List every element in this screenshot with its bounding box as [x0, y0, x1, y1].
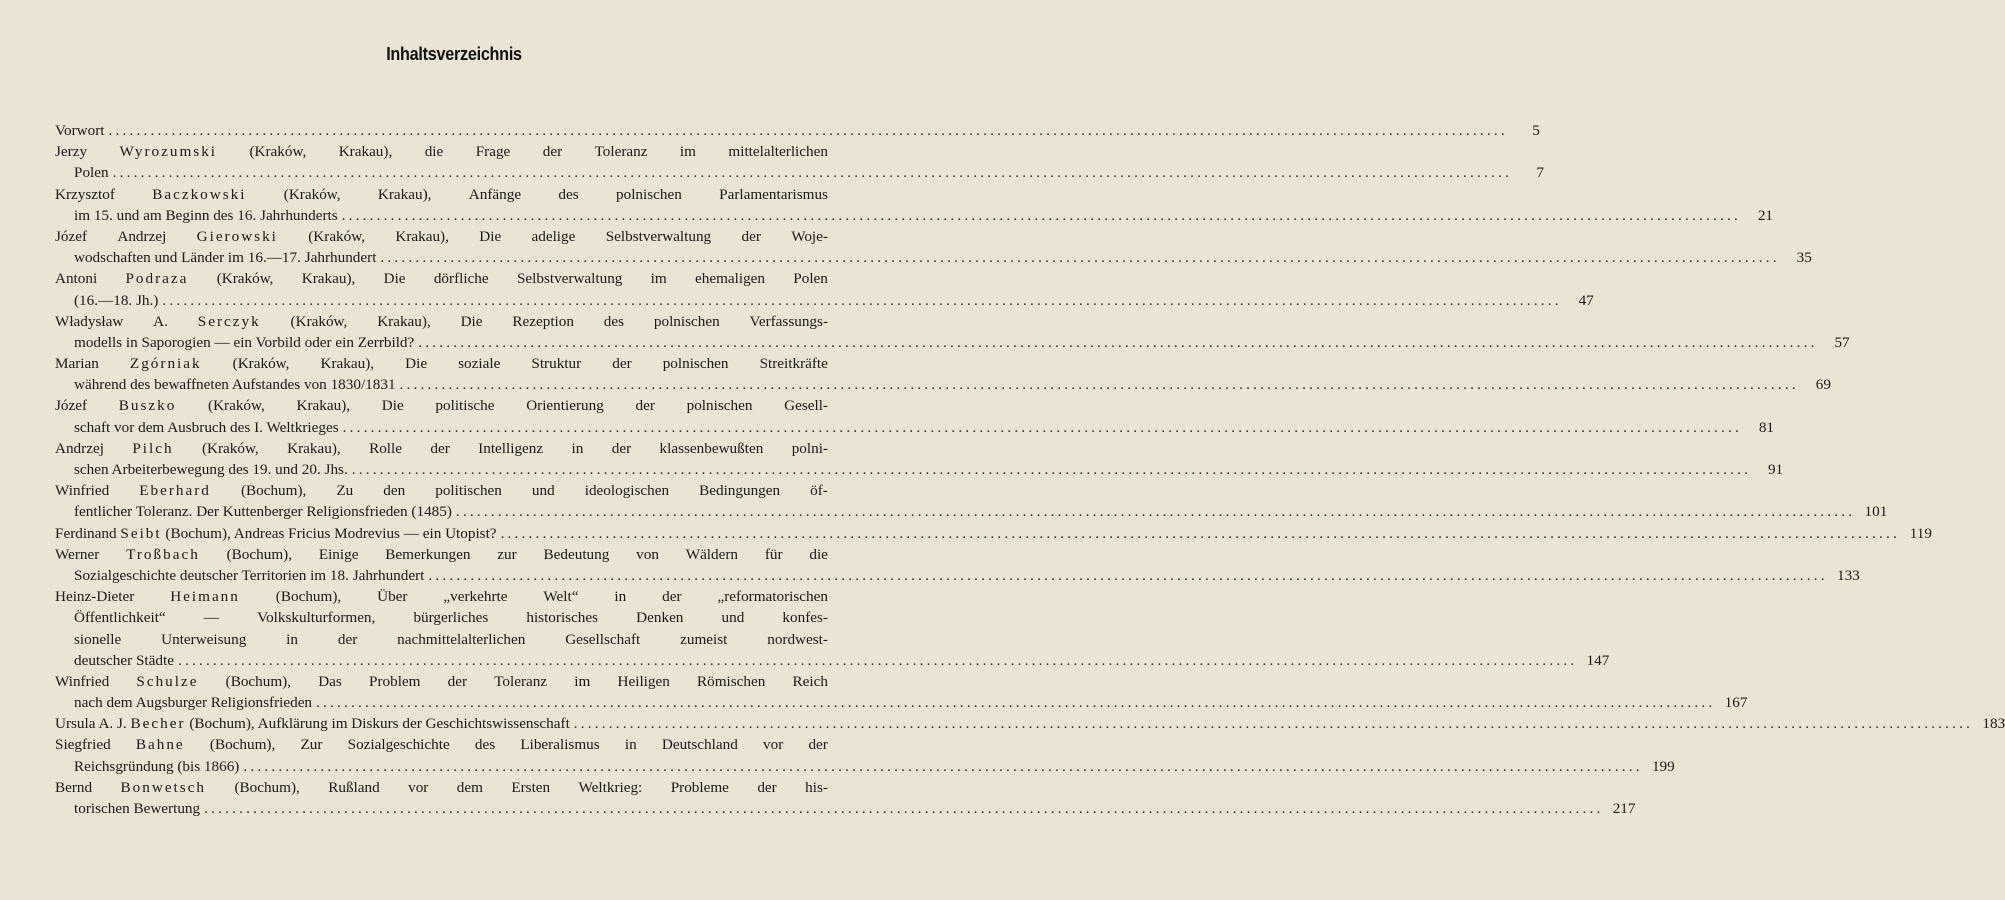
word: Bedeutung	[543, 545, 610, 563]
table-of-contents	[55, 120, 2005, 819]
word: im	[650, 270, 667, 288]
word: Die	[479, 227, 502, 245]
toc-line	[55, 544, 828, 565]
word: A.	[153, 312, 168, 330]
word: Intelligenz	[478, 439, 544, 457]
author-surname: Troßbach	[126, 545, 200, 563]
toc-line-text	[55, 734, 828, 755]
page-number: 101	[1864, 503, 1888, 521]
word: Krakau),	[377, 312, 431, 330]
author-surname: Gierowski	[196, 227, 278, 245]
toc-line-text	[74, 650, 174, 671]
toc-line	[55, 353, 828, 374]
word: im	[679, 143, 696, 161]
toc-line-text	[55, 141, 828, 162]
toc-line-text	[74, 205, 338, 226]
dot-leader: ........................................................................................................................................................................................................	[455, 503, 1856, 521]
text-run: modells in Saporogien — ein Vorbild oder ein Zerrbild?	[74, 333, 415, 351]
toc-line-text	[55, 353, 828, 374]
toc-line	[55, 734, 828, 755]
word: und	[531, 482, 555, 500]
page-number: 167	[1724, 694, 1748, 712]
text-run: im 15. und am Beginn des 16. Jahrhunderts	[74, 206, 338, 224]
word: polnischen	[616, 185, 682, 203]
toc-line	[55, 438, 828, 459]
page-number: 91	[1767, 461, 1784, 478]
page-number: 119	[1909, 524, 1932, 542]
author-surname: Becher	[130, 715, 186, 733]
word: Winfried	[55, 672, 110, 690]
word: der	[808, 736, 828, 754]
toc-line-text	[55, 671, 828, 692]
toc-entry	[55, 141, 1544, 183]
text-run: wodschaften und Länder im 16.—17. Jahrhundert	[74, 249, 377, 267]
page-number: 47	[1578, 291, 1594, 309]
word: Probleme	[670, 778, 729, 796]
page-number: 199	[1651, 757, 1675, 775]
toc-line	[55, 565, 1860, 586]
toc-line	[55, 226, 828, 247]
toc-line	[55, 162, 1544, 183]
text-run: deutscher Städte	[74, 651, 174, 669]
toc-line	[55, 501, 1888, 522]
author-surname: Podraza	[125, 270, 189, 288]
page-number: 21	[1757, 206, 1774, 224]
word: (Kraków,	[208, 397, 265, 415]
toc-line	[55, 777, 828, 798]
text-run: schaft vor dem Ausbruch des I. Weltkrieges	[74, 418, 339, 436]
word: Rolle	[369, 439, 402, 457]
word: politische	[435, 397, 495, 415]
word: Einige	[318, 545, 359, 563]
word: sionelle	[74, 630, 122, 648]
page-number: 35	[1796, 249, 1812, 267]
word: Anfänge	[468, 185, 522, 203]
page-number: 57	[1834, 333, 1850, 351]
toc-entry	[55, 671, 1748, 713]
word: Reich	[792, 672, 828, 690]
word: Wäldern	[685, 545, 739, 563]
word: politischen	[435, 482, 502, 500]
toc-line	[55, 692, 1748, 713]
toc-line-text	[55, 184, 828, 205]
dot-leader: ........................................................................................................................................................................................................	[418, 333, 1818, 351]
toc-line-text	[74, 565, 424, 586]
author-surname: Heimann	[170, 588, 240, 606]
dot-leader: ........................................................................................................................................................................................................	[112, 164, 1512, 182]
toc-entry	[55, 713, 2005, 734]
toc-line-text	[74, 629, 828, 650]
word: (Bochum),	[225, 672, 292, 690]
dot-leader: ........................................................................................................................................................................................................	[380, 249, 1780, 267]
toc-line-text	[55, 395, 828, 416]
word: Andrzej	[117, 227, 167, 245]
toc-entry	[55, 353, 1831, 395]
word: Krakau),	[320, 355, 375, 373]
toc-line-text	[74, 247, 376, 268]
toc-line	[55, 798, 1636, 819]
word: Gesellschaft	[565, 630, 641, 648]
author-surname: Baczkowski	[152, 185, 247, 203]
word: zur	[497, 545, 517, 563]
word: Woje-	[791, 227, 828, 245]
word: Verfassungs-	[749, 312, 828, 330]
dot-leader: ........................................................................................................................................................................................................	[399, 376, 1799, 394]
toc-entry	[55, 226, 1812, 268]
text-run: (Bochum), Andreas Fricius Modrevius — ein Utopist?	[161, 524, 497, 542]
word: Heiligen	[617, 672, 670, 690]
toc-line-text	[55, 268, 828, 289]
dot-leader: ........................................................................................................................................................................................................	[428, 566, 1828, 584]
word: Bemerkungen	[385, 545, 471, 563]
toc-line	[55, 141, 828, 162]
author-surname: Bonwetsch	[120, 778, 207, 796]
toc-entry	[55, 438, 1784, 480]
toc-line-text	[55, 523, 497, 544]
word: Toleranz	[494, 672, 548, 690]
word: Krakau),	[296, 397, 351, 415]
toc-entry	[55, 734, 1675, 776]
text-run: (16.—18. Jh.)	[74, 291, 159, 309]
toc-entry	[55, 777, 1636, 819]
word: Rußland	[328, 778, 380, 796]
author-surname: Bahne	[135, 736, 185, 754]
word: Parlamentarismus	[719, 185, 828, 203]
word: Krakau),	[395, 227, 449, 245]
word: in	[624, 736, 637, 754]
dot-leader: ........................................................................................................................................................................................................	[351, 461, 1752, 478]
toc-line	[55, 713, 2005, 734]
word: Toleranz	[594, 143, 648, 161]
toc-entry	[55, 523, 1932, 544]
word: dörfliche	[433, 270, 489, 288]
toc-line-text	[74, 756, 239, 777]
word: des	[603, 312, 625, 330]
dot-leader: ........................................................................................................................................................................................................	[573, 715, 1974, 733]
toc-line-text	[74, 162, 109, 183]
toc-line-text	[55, 586, 828, 607]
word: Józef	[55, 227, 88, 245]
word: Problem	[369, 672, 421, 690]
word: (Kraków,	[249, 143, 307, 161]
word: Gesell-	[784, 397, 828, 415]
word: (Bochum),	[240, 482, 307, 500]
author-surname: Wyrozumski	[119, 143, 218, 161]
toc-line	[55, 459, 1784, 480]
word: Heinz-Dieter	[55, 588, 135, 606]
toc-line-text	[55, 713, 570, 734]
toc-line-text	[74, 374, 396, 395]
word: der	[741, 227, 761, 245]
word: Rezeption	[512, 312, 574, 330]
word: öf-	[810, 482, 828, 500]
author-surname: Schulze	[136, 672, 199, 690]
toc-line-text	[74, 332, 414, 353]
word: Denken	[636, 609, 684, 627]
word: ideologischen	[584, 482, 670, 500]
toc-entry	[55, 120, 1540, 141]
word: Zu	[336, 482, 354, 500]
word: —	[203, 609, 219, 627]
word: den	[383, 482, 406, 500]
author-surname: Eberhard	[139, 482, 211, 500]
toc-entry	[55, 395, 1775, 437]
word: Krakau),	[301, 270, 356, 288]
word: von	[636, 545, 659, 563]
text-run: während des bewaffneten Aufstandes von 1830/1831	[74, 376, 396, 394]
word: (Kraków,	[216, 270, 274, 288]
word: Deutschland	[661, 736, 738, 754]
word: Marian	[55, 355, 99, 373]
word: Antoni	[55, 270, 98, 288]
toc-line-text	[74, 459, 348, 480]
word: Siegfried	[55, 736, 111, 754]
toc-line-text	[74, 501, 452, 522]
word: Streitkräfte	[759, 355, 828, 373]
toc-line-text	[55, 438, 828, 459]
toc-line-text	[55, 777, 828, 798]
text-run: Reichsgründung (bis 1866)	[74, 757, 240, 775]
dot-leader: ........................................................................................................................................................................................................	[243, 757, 1643, 775]
word: polni-	[791, 439, 828, 457]
word: der	[337, 630, 358, 648]
word: der	[611, 439, 632, 457]
word: Winfried	[55, 482, 110, 500]
word: der	[447, 672, 468, 690]
toc-line-text	[55, 311, 828, 332]
page-number: 133	[1836, 566, 1860, 584]
word: Die	[405, 355, 428, 373]
toc-line-text	[55, 544, 828, 565]
toc-line	[55, 586, 828, 607]
dot-leader: ........................................................................................................................................................................................................	[500, 524, 1900, 542]
word: Die	[381, 397, 404, 415]
word: die	[424, 143, 444, 161]
toc-line	[55, 756, 1675, 777]
toc-line	[55, 247, 1812, 268]
author-surname: Pilch	[132, 439, 174, 457]
word: Selbstverwaltung	[516, 270, 623, 288]
toc-line	[55, 120, 1540, 141]
toc-line-text	[55, 226, 828, 247]
toc-entry	[55, 480, 1888, 522]
word: der	[612, 355, 632, 373]
toc-line	[55, 607, 828, 628]
word: (Bochum),	[209, 736, 276, 754]
word: Frage	[475, 143, 511, 161]
word: Über	[377, 588, 408, 606]
toc-line	[55, 205, 1774, 226]
word: Krakau),	[287, 439, 341, 457]
word: (Kraków,	[232, 355, 290, 373]
word: Bedingungen	[699, 482, 781, 500]
word: Ersten	[511, 778, 551, 796]
word: polnischen	[686, 397, 753, 415]
word: des	[474, 736, 496, 754]
word: Krzysztof	[55, 185, 115, 203]
dot-leader: ........................................................................................................................................................................................................	[162, 291, 1562, 309]
word: (Bochum),	[275, 588, 342, 606]
toc-entry	[55, 586, 1610, 671]
page-number: 69	[1815, 376, 1831, 394]
toc-line	[55, 480, 828, 501]
word: Volkskulturformen,	[257, 609, 376, 627]
word: Polen	[793, 270, 828, 288]
word: Die	[460, 312, 483, 330]
word: ehemaligen	[695, 270, 765, 288]
word: his-	[805, 778, 828, 796]
page-number: 147	[1586, 651, 1610, 669]
word: Liberalismus	[520, 736, 600, 754]
toc-line-text	[74, 607, 828, 628]
word: in	[571, 439, 584, 457]
word: polnischen	[653, 312, 720, 330]
word: Władysław	[55, 312, 124, 330]
word: Józef	[55, 397, 88, 415]
word: der	[757, 778, 777, 796]
word: Unterweisung	[161, 630, 247, 648]
word: Das	[318, 672, 342, 690]
page-number: 7	[1536, 164, 1544, 182]
word: (Kraków,	[290, 312, 348, 330]
word: Römischen	[696, 672, 766, 690]
dot-leader: ........................................................................................................................................................................................................	[316, 694, 1716, 712]
page-number: 5	[1532, 122, 1540, 139]
word: des	[558, 185, 579, 203]
text-run: Sozialgeschichte deutscher Territorien im 18. Jahrhundert	[74, 566, 425, 584]
word: (Bochum),	[226, 545, 292, 563]
page-number: 183	[1982, 715, 2005, 733]
toc-line-text	[74, 290, 158, 311]
toc-line	[55, 395, 828, 416]
word: (Kraków,	[283, 185, 341, 203]
text-run: Ferdinand	[55, 524, 121, 542]
dot-leader: ........................................................................................................................................................................................................	[108, 122, 1508, 139]
word: (Kraków,	[308, 227, 366, 245]
word: nachmittelalterlichen	[397, 630, 526, 648]
text-run: (Bochum), Aufklärung im Diskurs der Geschichtswissenschaft	[185, 715, 570, 733]
toc-line	[55, 629, 828, 650]
word: Jerzy	[55, 143, 88, 161]
word: und	[721, 609, 745, 627]
toc-line	[55, 671, 828, 692]
toc-line-text	[74, 692, 312, 713]
page-title: Inhaltsverzeichnis	[386, 44, 522, 64]
toc-line	[55, 650, 1610, 671]
toc-line	[55, 417, 1775, 438]
word: in	[286, 630, 298, 648]
word: Weltkrieg:	[578, 778, 643, 796]
word: Krakau),	[377, 185, 432, 203]
word: die	[809, 545, 828, 563]
text-run: schen Arbeiterbewegung des 19. und 20. Jhs.	[74, 461, 348, 478]
text-run: nach dem Augsburger Religionsfrieden	[74, 694, 313, 712]
author-surname: Serczyk	[197, 312, 261, 330]
dot-leader: ........................................................................................................................................................................................................	[341, 206, 1742, 224]
word: vor	[408, 778, 429, 796]
word: der	[542, 143, 563, 161]
word: Werner	[55, 545, 100, 563]
toc-line	[55, 332, 1850, 353]
dot-leader: ........................................................................................................................................................................................................	[204, 800, 1604, 817]
word: zumeist	[680, 630, 728, 648]
word: Bernd	[55, 778, 93, 796]
toc-entry	[55, 184, 1774, 226]
word: der	[430, 439, 450, 457]
word: vor	[763, 736, 784, 754]
author-surname: Seibt	[120, 524, 162, 542]
word: (Kraków,	[201, 439, 259, 457]
toc-line-text	[55, 120, 105, 141]
toc-line-text	[74, 417, 339, 438]
text-run: torischen Bewertung	[74, 800, 201, 817]
word: Andrzej	[55, 439, 104, 457]
word: Selbstverwaltung	[605, 227, 712, 245]
toc-line	[55, 290, 1594, 311]
dot-leader: ........................................................................................................................................................................................................	[342, 418, 1743, 436]
word: „verkehrte	[443, 588, 508, 606]
word: polnischen	[662, 355, 729, 373]
text-run: Ursula A. J.	[55, 715, 131, 733]
word: mittelalterlichen	[728, 143, 828, 161]
word: adelige	[531, 227, 576, 245]
toc-line	[55, 184, 828, 205]
word: Krakau),	[338, 143, 393, 161]
text-run: Polen	[74, 164, 109, 182]
word: bürgerliches	[413, 609, 489, 627]
word: dem	[456, 778, 483, 796]
word: der	[662, 588, 682, 606]
toc-entry	[55, 268, 1594, 310]
word: soziale	[458, 355, 501, 373]
word: historisches	[526, 609, 599, 627]
toc-line-text	[74, 798, 200, 819]
word: Welt“	[543, 588, 579, 606]
toc-line	[55, 523, 1932, 544]
toc-line	[55, 374, 1831, 395]
word: Orientierung	[526, 397, 604, 415]
toc-line	[55, 268, 828, 289]
word: nordwest-	[767, 630, 828, 648]
word: Sozialgeschichte	[347, 736, 450, 754]
word: in	[614, 588, 627, 606]
toc-line-text	[55, 480, 828, 501]
word: Struktur	[531, 355, 582, 373]
word: (Bochum),	[234, 778, 300, 796]
word: der	[635, 397, 655, 415]
word: klassenbewußten	[659, 439, 764, 457]
word: Die	[383, 270, 406, 288]
word: Öffentlichkeit“	[74, 609, 166, 627]
toc-entry	[55, 544, 1860, 586]
page-number: 217	[1612, 800, 1636, 817]
text-run: fentlicher Toleranz. Der Kuttenberger Religionsfrieden (1485)	[74, 503, 452, 521]
toc-line	[55, 311, 828, 332]
author-surname: Buszko	[118, 397, 177, 415]
word: Zur	[300, 736, 323, 754]
word: für	[764, 545, 783, 563]
word: im	[574, 672, 591, 690]
toc-entry	[55, 311, 1850, 353]
word: konfes-	[782, 609, 828, 627]
author-surname: Zgórniak	[129, 355, 202, 373]
page-number: 81	[1758, 418, 1775, 436]
word: „reformatorischen	[717, 588, 828, 606]
text-run: Vorwort	[55, 122, 105, 139]
dot-leader: ........................................................................................................................................................................................................	[177, 651, 1578, 669]
